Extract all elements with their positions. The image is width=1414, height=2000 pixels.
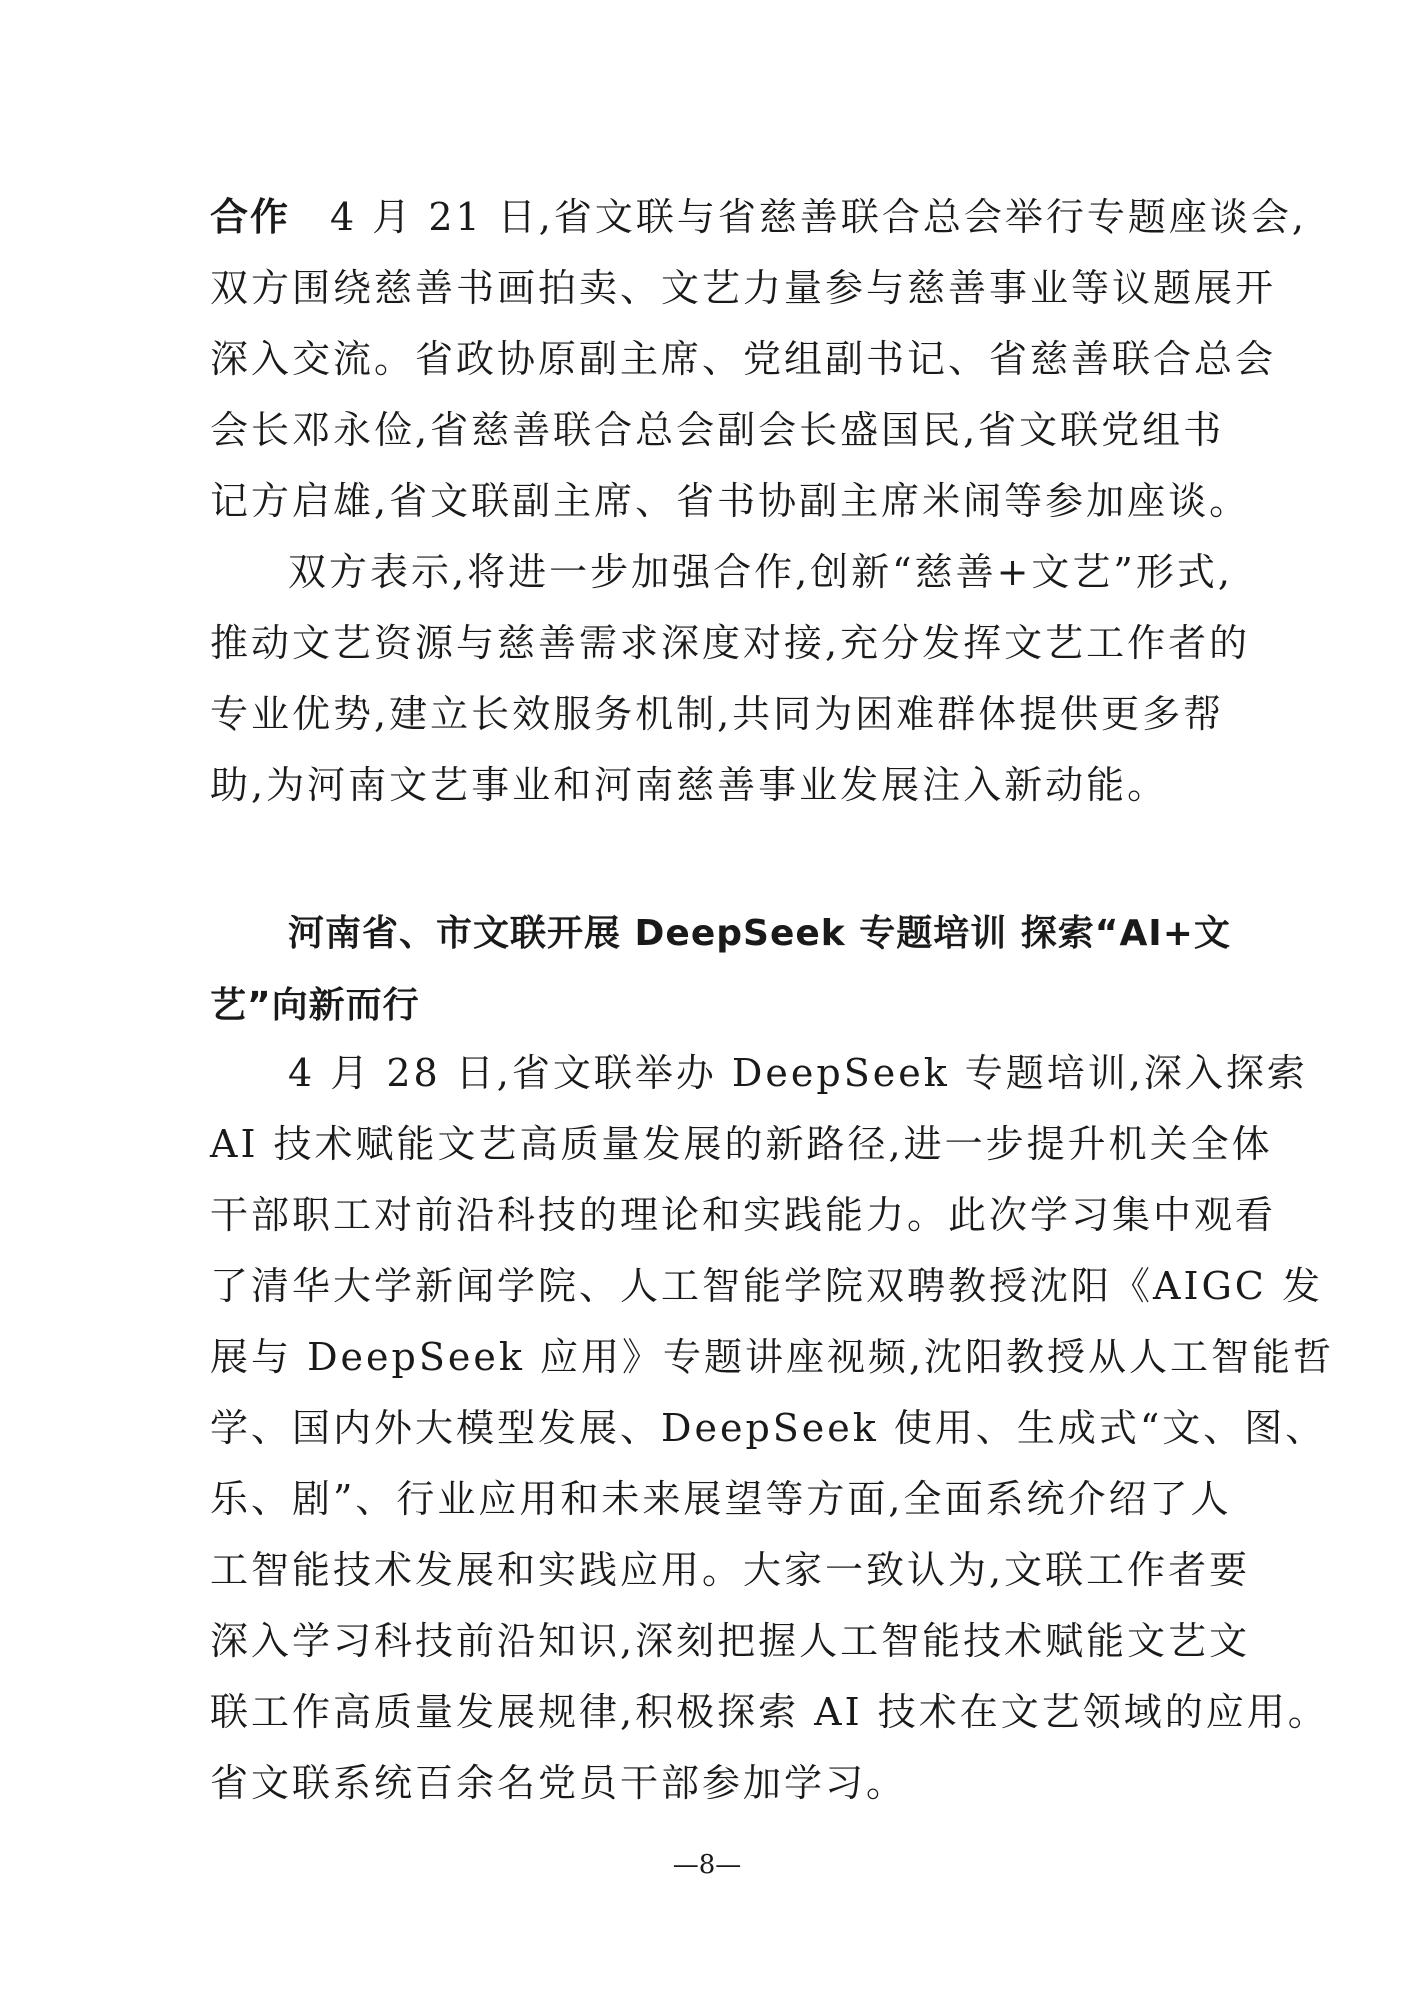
paragraph-cooperation-meeting bbox=[210, 182, 1307, 537]
paragraph-line: 4 月 28 日,省文联举办 DeepSeek 专题培训,深入探索 bbox=[288, 1051, 1308, 1095]
article-heading bbox=[210, 898, 1231, 1042]
paragraph-line: 干部职工对前沿科技的理论和实践能力。此次学习集中观看 bbox=[210, 1193, 1277, 1237]
paragraph-line: 乐、剧”、行业应用和未来展望等方面,全面系统介绍了人 bbox=[210, 1477, 1232, 1521]
paragraph-line: 双方表示,将进一步加强合作,创新“慈善+文艺”形式, bbox=[288, 550, 1233, 594]
paragraph-cooperation-outcome bbox=[210, 537, 1251, 821]
paragraph-line: 双方围绕慈善书画拍卖、文艺力量参与慈善事业等议题展开 bbox=[210, 266, 1277, 310]
paragraph-line: 推动文艺资源与慈善需求深度对接,充分发挥文艺工作者的 bbox=[210, 621, 1251, 665]
paragraph-line: 专业优势,建立长效服务机制,共同为困难群体提供更多帮 bbox=[210, 692, 1225, 736]
paragraph-line: 展与 DeepSeek 应用》专题讲座视频,沈阳教授从人工智能哲 bbox=[210, 1335, 1335, 1379]
paragraph-line: 记方启雄,省文联副主席、省书协副主席米闹等参加座谈。 bbox=[210, 479, 1251, 523]
section-lead-label: 合作 bbox=[210, 195, 291, 239]
paragraph-line: 学、国内外大模型发展、DeepSeek 使用、生成式“文、图、 bbox=[210, 1406, 1327, 1450]
paragraph-line: 了清华大学新闻学院、人工智能学院双聘教授沈阳《AIGC 发 bbox=[210, 1264, 1323, 1308]
paragraph-line: 助,为河南文艺事业和河南慈善事业发展注入新动能。 bbox=[210, 763, 1169, 807]
paragraph-line: 工智能技术发展和实践应用。大家一致认为,文联工作者要 bbox=[210, 1548, 1251, 1592]
paragraph-line: 会长邓永俭,省慈善联合总会副会长盛国民,省文联党组书 bbox=[210, 408, 1225, 452]
heading-line: 河南省、市文联开展 DeepSeek 专题培训 探索“AI+文 bbox=[288, 913, 1231, 954]
paragraph-line: 联工作高质量发展规律,积极探索 AI 技术在文艺领域的应用。 bbox=[210, 1690, 1329, 1734]
paragraph-line: 深入交流。省政协原副主席、党组副书记、省慈善联合总会 bbox=[210, 337, 1277, 381]
paragraph-deepseek-training bbox=[210, 1038, 1335, 1819]
page-number: —8— bbox=[672, 1850, 742, 1880]
paragraph-line: 深入学习科技前沿知识,深刻把握人工智能技术赋能文艺文 bbox=[210, 1619, 1251, 1663]
paragraph-line: 合作 4 月 21 日,省文联与省慈善联合总会举行专题座谈会, bbox=[210, 195, 1307, 239]
paragraph-line: 省文联系统百余名党员干部参加学习。 bbox=[210, 1761, 908, 1805]
paragraph-line: AI 技术赋能文艺高质量发展的新路径,进一步提升机关全体 bbox=[210, 1122, 1273, 1166]
heading-line: 艺”向新而行 bbox=[210, 985, 420, 1026]
